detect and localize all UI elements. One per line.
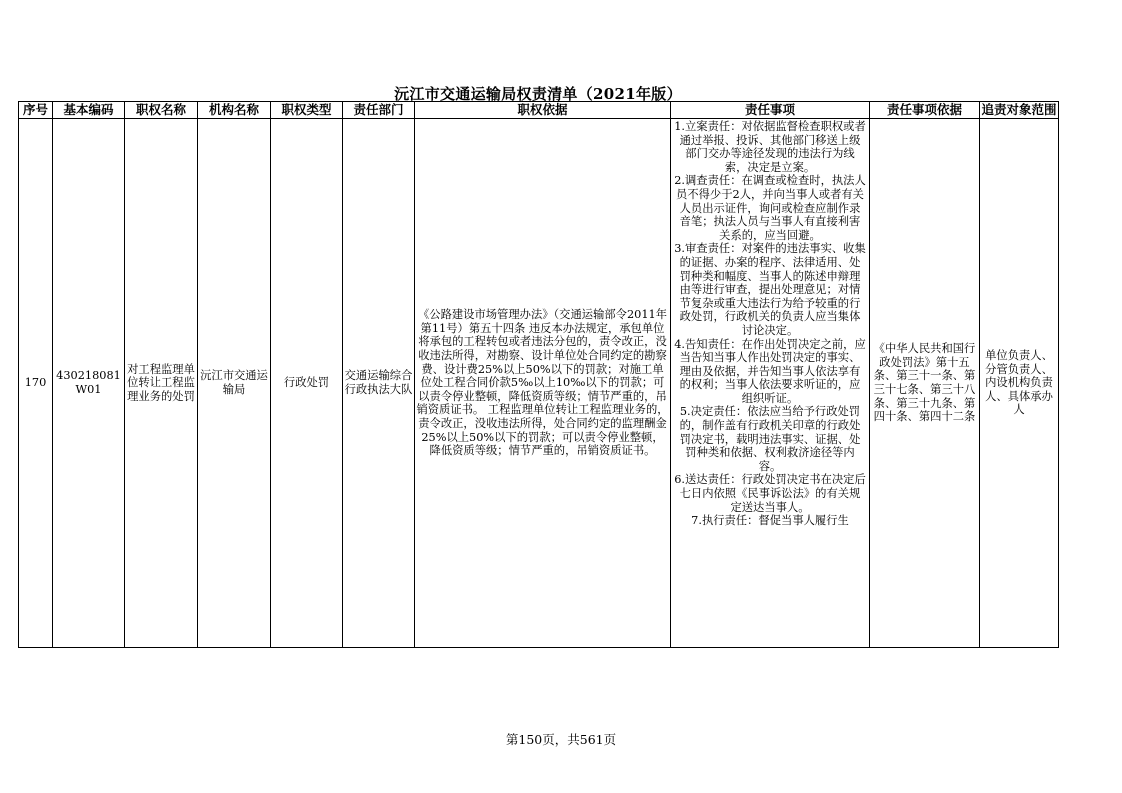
duty-item-2: 2.调查责任：在调查或检查时，执法人员不得少于2人，并向当事人或者有关人员出示证件，询问或检查应制作录音笔；执法人员与当事人有直接利害关系的，应当回避。 xyxy=(674,174,866,242)
cell-power-name: 对工程监理单位转让工程监理业务的处罚 xyxy=(125,119,198,648)
header-duty-basis: 责任事项依据 xyxy=(870,102,980,119)
cell-agency: 沅江市交通运输局 xyxy=(198,119,271,648)
cell-basis: 《公路建设市场管理办法》（交通运输部令2011年第11号）第五十四条 违反本办法规定，承包单位将承包的工程转包或者违法分包的，责令改正，没收违法所得，对勘察、设计单位处合同约定的勘察费、设计费25%以上50%以下的罚款；对施工单位处工程合同价款5‰以上10‰以下的罚款；可以责令停业整顿，降低资质等级；情节严重的，吊销资质证书。 工程监理单位转让工程监理业务的，责令改正，没收违法所得，处合同约定的监理酬金25%以上50%以下的罚款；可以责令停业整顿，降低资质等级；情节严重的，吊销资质证书。 xyxy=(415,119,671,648)
header-basis: 职权依据 xyxy=(415,102,671,119)
header-accountability: 追责对象范围 xyxy=(981,102,1057,117)
header-duties: 责任事项 xyxy=(671,102,870,119)
duty-item-4: 4.告知责任：在作出处罚决定之前，应当告知当事人作出处罚决定的事实、理由及依据，并告知当事人依法享有的权利；当事人依法要求听证的，应组织听证。 xyxy=(674,337,866,405)
header-power-type: 职权类型 xyxy=(271,102,343,119)
header-code: 基本编码 xyxy=(53,102,125,119)
cell-duties xyxy=(671,119,870,648)
duty-item-5: 5.决定责任：依法应当给予行政处罚的，制作盖有行政机关印章的行政处罚决定书，载明违法事实、证据、处罚种类和依据、权利救济途径等内容。 xyxy=(679,405,861,473)
table-row xyxy=(19,119,1059,648)
duty-item-6: 6.送达责任：行政处罚决定书在决定后七日内依照《民事诉讼法》的有关规定送达当事人。 xyxy=(674,473,866,514)
page-footer: 第150页，共561页 xyxy=(505,732,617,747)
duty-item-1: 1.立案责任：对依据监督检查职权或者通过举报、投诉、其他部门移送上级部门交办等途径发现的违法行为线索，决定是立案。 xyxy=(674,120,866,174)
duty-item-7: 7.执行责任：督促当事人履行生 xyxy=(691,514,849,528)
cell-department: 交通运输综合行政执法大队 xyxy=(343,119,415,648)
responsibility-table xyxy=(18,101,1059,648)
duty-list xyxy=(674,120,866,646)
cell-duty-basis: 《中华人民共和国行政处罚法》第十五条、第三十一条、第三十七条、第三十八条、第三十九条、第四十条、第四十二条 xyxy=(870,119,980,648)
cell-code: 430218081W01 xyxy=(53,119,125,648)
cell-index: 170 xyxy=(19,119,53,648)
duty-item-3: 3.审查责任：对案件的违法事实、收集的证据、办案的程序、法律适用、处罚种类和幅度、当事人的陈述申辩理由等进行审查，提出处理意见；对情节复杂或重大违法行为给予较重的行政处罚，行政机关的负责人应当集体讨论决定。 xyxy=(674,242,866,337)
cell-power-type: 行政处罚 xyxy=(271,119,343,648)
header-power-name: 职权名称 xyxy=(125,102,198,119)
page-title: 沅江市交通运输局权责清单（2021年版） xyxy=(394,85,682,103)
header-agency: 机构名称 xyxy=(198,102,271,119)
header-department: 责任部门 xyxy=(343,102,415,119)
table-header-row xyxy=(19,102,1059,119)
cell-accountability: 单位负责人、分管负责人、内设机构负责人、具体承办人 xyxy=(980,119,1059,648)
header-index: 序号 xyxy=(19,102,53,119)
